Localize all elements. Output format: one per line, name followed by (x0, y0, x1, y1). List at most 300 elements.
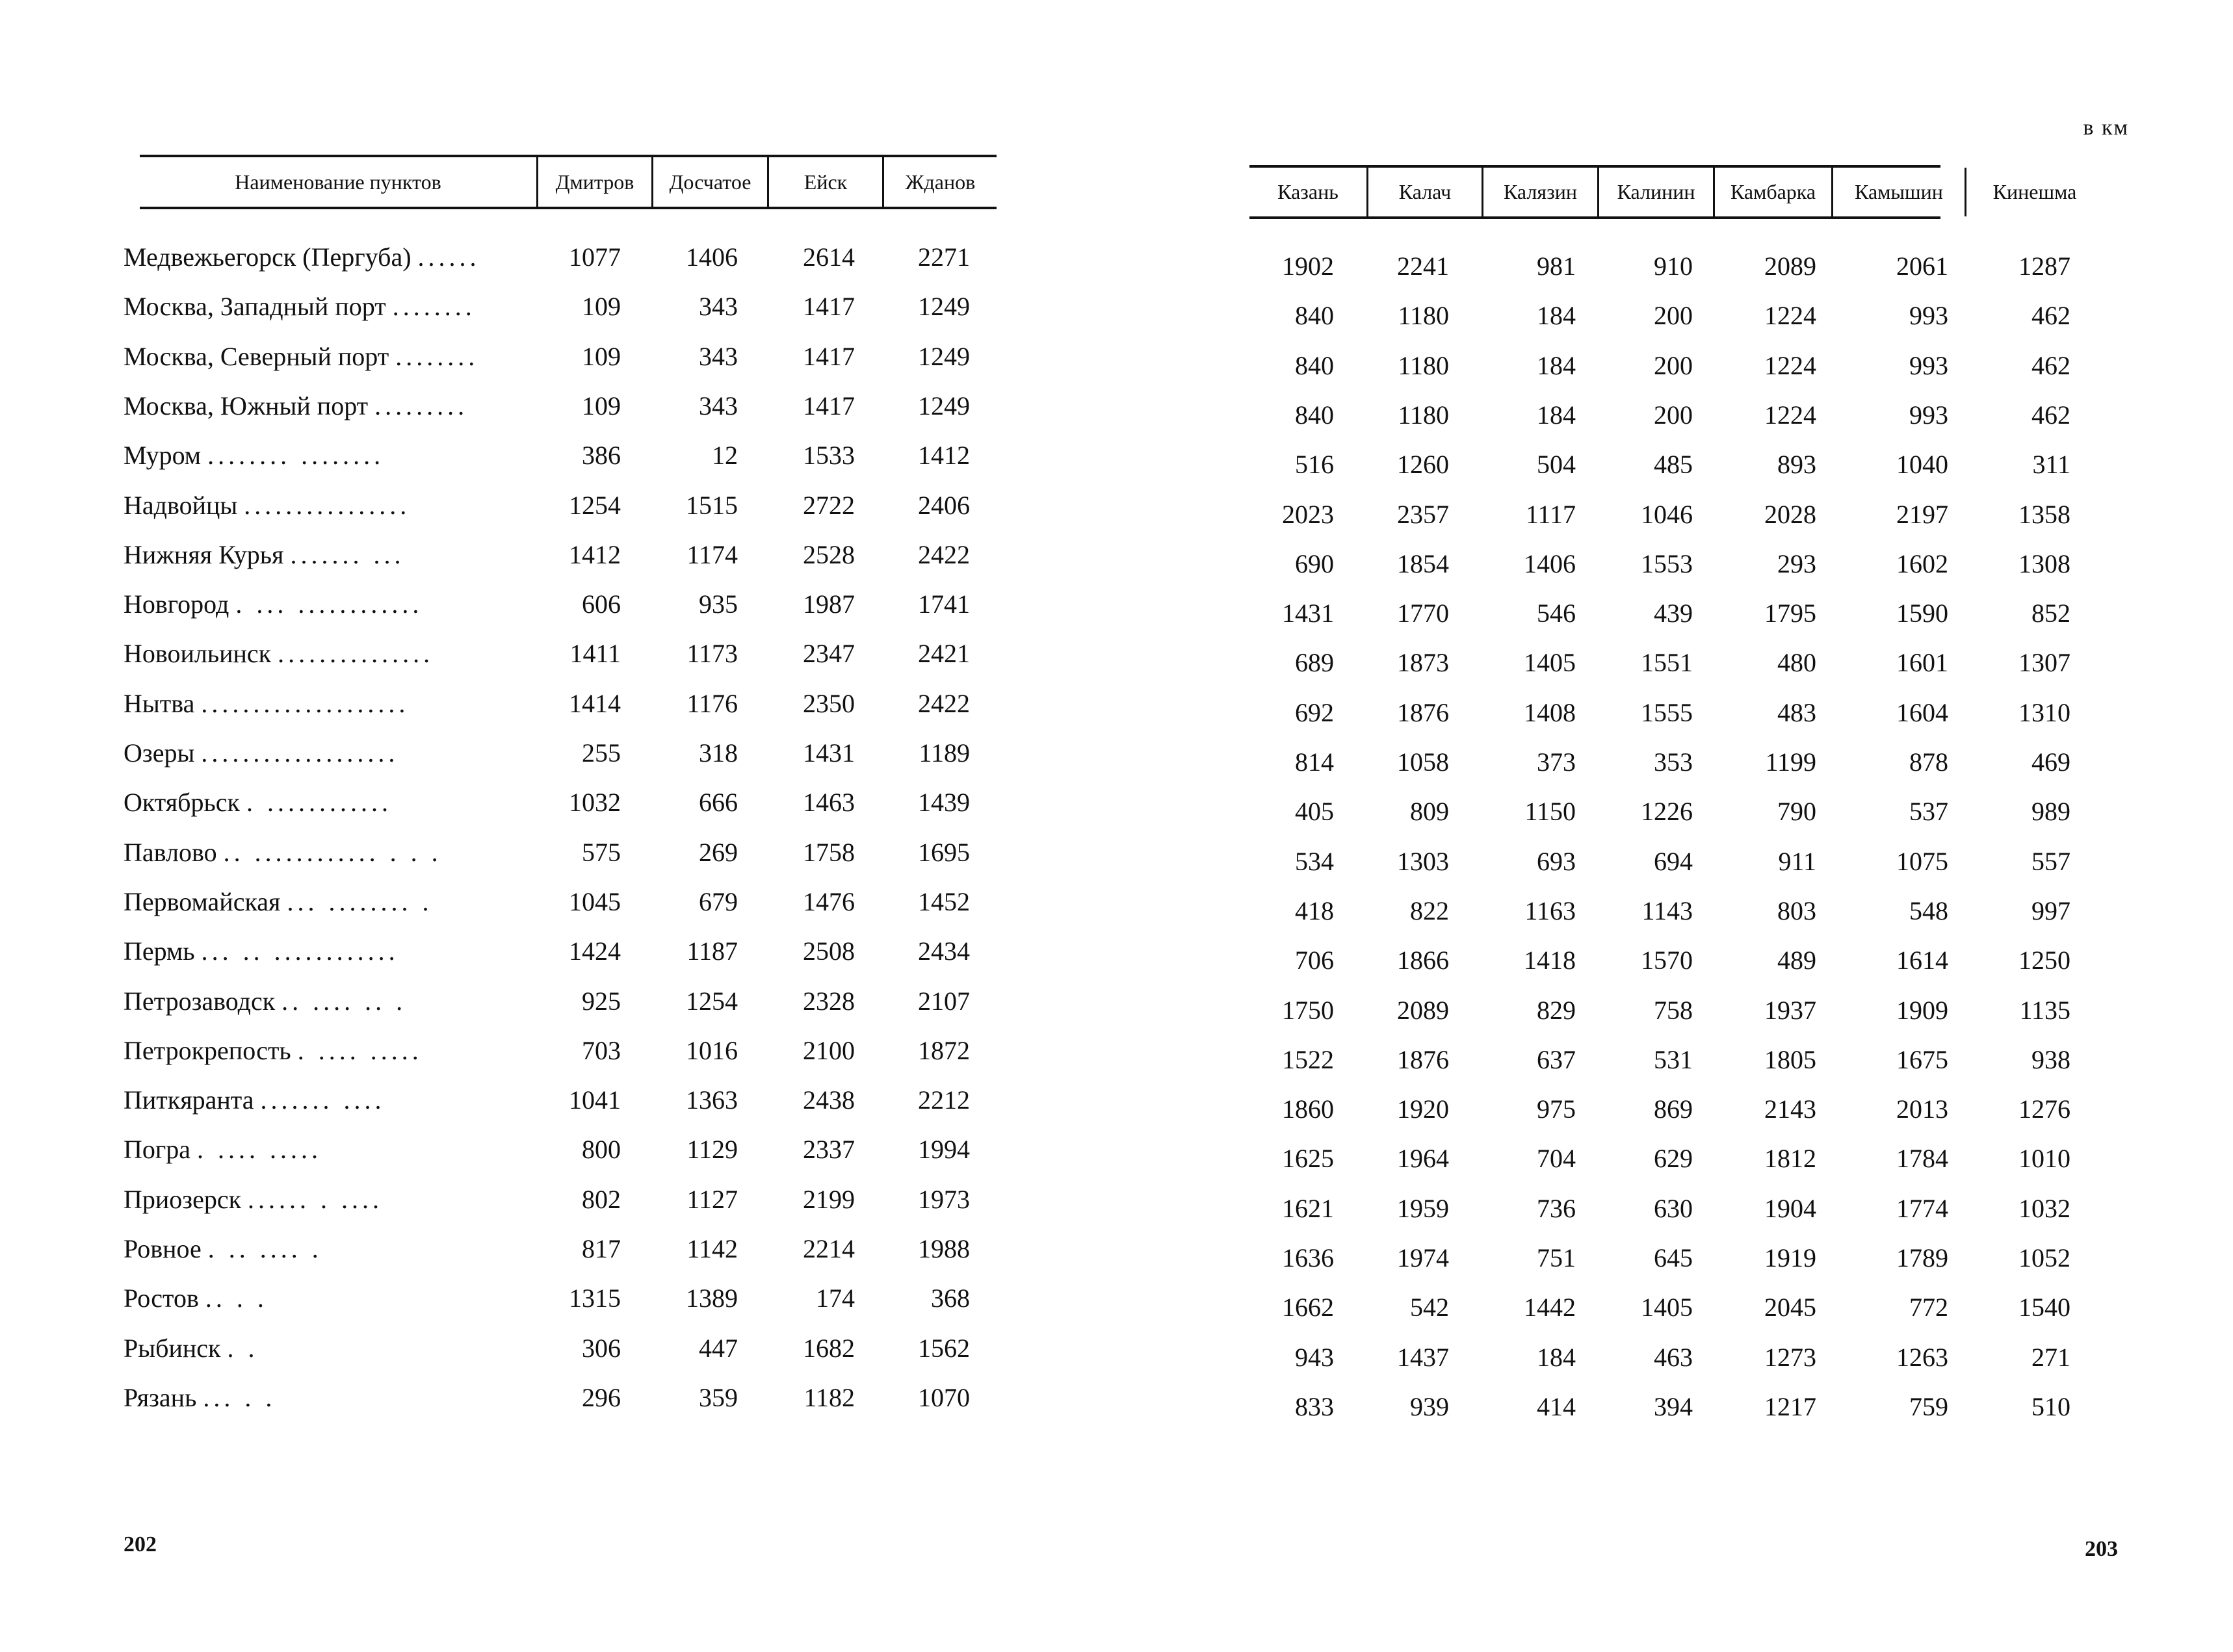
distance-cell: 2722 (803, 490, 855, 520)
distance-cell: 1180 (1398, 350, 1449, 380)
distance-cell: 869 (1654, 1094, 1693, 1124)
distance-cell: 1358 (2018, 499, 2070, 529)
distance-cell: 1973 (918, 1184, 970, 1214)
distance-cell: 1424 (569, 936, 621, 966)
distance-cell: 1964 (1397, 1144, 1449, 1174)
distance-cell: 1795 (1764, 599, 1816, 628)
table-row (124, 1184, 1001, 1233)
distance-cell: 184 (1537, 400, 1576, 430)
table-row (124, 787, 1001, 836)
distance-cell: 1406 (686, 242, 738, 272)
distance-cell: 1408 (1524, 697, 1576, 727)
distance-cell: 1662 (1282, 1293, 1334, 1323)
distance-cell: 2422 (918, 688, 970, 718)
distance-cell: 1260 (1397, 450, 1449, 480)
distance-cell: 1249 (918, 292, 970, 322)
distance-cell: 1308 (2018, 549, 2070, 578)
distance-cell: 1041 (569, 1085, 621, 1115)
distance-cell: 1303 (1397, 846, 1449, 876)
distance-cell: 637 (1537, 1044, 1576, 1074)
leader-dots: ........ (392, 292, 476, 322)
distance-cell: 1758 (803, 837, 855, 867)
distance-cell: 1784 (1896, 1144, 1948, 1174)
point-name-cell (124, 1382, 540, 1413)
distance-cell: 1182 (803, 1382, 855, 1412)
distance-cell: 679 (699, 886, 738, 916)
table-row (1116, 896, 2233, 945)
distance-cell: 1310 (2018, 697, 2070, 727)
distance-cell: 318 (699, 738, 738, 768)
point-name: Муром (124, 441, 202, 471)
distance-cell: 1431 (1282, 599, 1334, 628)
table-row (124, 1085, 1001, 1134)
distance-cell: 840 (1295, 350, 1334, 380)
table-row (1116, 1143, 2233, 1193)
distance-cell: 809 (1410, 797, 1449, 827)
leader-dots: ................ (244, 490, 411, 520)
point-name-cell (124, 391, 540, 421)
distance-cell: 772 (1909, 1293, 1948, 1323)
point-name: Ростов (124, 1284, 199, 1313)
leader-dots: . .... ..... (197, 1135, 322, 1165)
distance-cell: 1463 (803, 788, 855, 818)
distance-cell: 629 (1654, 1144, 1693, 1174)
point-name: Надвойцы (124, 490, 238, 520)
point-name-cell (124, 837, 540, 868)
leader-dots: ................... (201, 738, 399, 768)
distance-cell: 447 (699, 1333, 738, 1363)
distance-cell: 1163 (1524, 896, 1576, 925)
point-name-cell (124, 886, 540, 917)
table-row (1116, 846, 2233, 896)
distance-cell: 359 (699, 1382, 738, 1412)
distance-cell: 693 (1537, 846, 1576, 876)
distance-cell: 1812 (1764, 1144, 1816, 1174)
distance-cell: 989 (2031, 797, 2070, 827)
table-row (1116, 945, 2233, 994)
table-row (124, 936, 1001, 985)
distance-cell: 1176 (686, 688, 738, 718)
distance-cell: 1741 (918, 589, 970, 619)
table-row (124, 490, 1001, 539)
distance-cell: 645 (1654, 1243, 1693, 1272)
distance-cell: 692 (1295, 697, 1334, 727)
distance-cell: 1046 (1641, 499, 1693, 529)
distance-cell: 546 (1537, 599, 1576, 628)
point-name-cell (124, 539, 540, 570)
distance-cell: 368 (931, 1284, 970, 1313)
distance-cell: 462 (2031, 301, 2070, 331)
distance-cell: 1363 (686, 1085, 738, 1115)
distance-cell: 1562 (918, 1333, 970, 1363)
distance-cell: 1873 (1397, 648, 1449, 678)
point-name: Ровное (124, 1234, 202, 1263)
distance-cell: 759 (1909, 1391, 1948, 1421)
point-name-cell (124, 291, 540, 322)
distance-cell: 516 (1295, 450, 1334, 480)
distance-cell: 1045 (569, 886, 621, 916)
distance-cell: 2061 (1896, 252, 1948, 281)
distance-cell: 1621 (1282, 1193, 1334, 1223)
distance-cell: 531 (1654, 1044, 1693, 1074)
table-row (1116, 747, 2233, 796)
distance-cell: 2197 (1896, 499, 1948, 529)
distance-cell: 993 (1909, 301, 1948, 331)
table-row (1116, 1243, 2233, 1292)
point-name-cell (124, 986, 540, 1016)
header-col-zhdanov: Жданов (882, 157, 997, 207)
leader-dots: ........ ........ (207, 441, 385, 471)
distance-cell: 353 (1654, 747, 1693, 777)
distance-cell: 1417 (803, 391, 855, 420)
distance-cell: 296 (582, 1382, 621, 1412)
header-col: Кинешма (1965, 168, 2103, 216)
distance-cell: 1412 (918, 441, 970, 471)
point-name-cell (124, 936, 540, 966)
leader-dots: .. . . (205, 1284, 268, 1313)
leader-dots: ...... . .... (248, 1184, 384, 1214)
distance-cell: 293 (1777, 549, 1816, 578)
header-col-dmitrov: Дмитров (536, 157, 651, 207)
distance-cell: 2347 (803, 639, 855, 669)
point-name: Медвежьегорск (Пергуба) (124, 242, 411, 272)
distance-cell: 790 (1777, 797, 1816, 827)
distance-cell: 489 (1777, 946, 1816, 975)
point-name-cell (124, 490, 540, 521)
point-name: Москва, Западный порт (124, 292, 386, 322)
distance-cell: 1263 (1896, 1342, 1948, 1372)
distance-cell: 840 (1295, 400, 1334, 430)
distance-cell: 1135 (2019, 995, 2070, 1025)
distance-cell: 1250 (2018, 946, 2070, 975)
table-row (124, 1283, 1001, 1332)
distance-cell: 911 (1778, 846, 1816, 876)
distance-cell: 542 (1410, 1293, 1449, 1323)
point-name: Павлово (124, 837, 217, 867)
distance-cell: 1866 (1397, 946, 1449, 975)
distance-cell: 1876 (1397, 1044, 1449, 1074)
distance-cell: 975 (1537, 1094, 1576, 1124)
distance-cell: 1774 (1896, 1193, 1948, 1223)
distance-cell: 2350 (803, 688, 855, 718)
distance-cell: 1217 (1764, 1391, 1816, 1421)
distance-cell: 981 (1537, 252, 1576, 281)
table-row (124, 886, 1001, 936)
distance-cell: 689 (1295, 648, 1334, 678)
distance-cell: 606 (582, 589, 621, 619)
table-row (124, 837, 1001, 886)
distance-cell: 1418 (1524, 946, 1576, 975)
left-page (0, 0, 1116, 1652)
distance-cell: 1224 (1764, 301, 1816, 331)
distance-cell: 1540 (2018, 1293, 2070, 1323)
point-name: Новгород (124, 589, 229, 619)
table-row (1116, 1292, 2233, 1341)
leader-dots: ....... .... (260, 1085, 385, 1115)
table-row (124, 1333, 1001, 1382)
distance-cell: 1937 (1764, 995, 1816, 1025)
distance-cell: 2045 (1764, 1293, 1816, 1323)
unit-label: в км (2083, 116, 2129, 140)
distance-cell: 1872 (918, 1035, 970, 1065)
point-name: Нижняя Курья (124, 539, 284, 569)
distance-cell: 485 (1654, 450, 1693, 480)
distance-cell: 184 (1537, 350, 1576, 380)
distance-cell: 1442 (1524, 1293, 1576, 1323)
table-row (124, 1134, 1001, 1183)
distance-cell: 109 (582, 391, 621, 420)
distance-cell: 2508 (803, 936, 855, 966)
distance-cell: 2337 (803, 1135, 855, 1165)
header-col-doschatoe: Досчатое (651, 157, 767, 207)
distance-cell: 1406 (1524, 549, 1576, 578)
point-name-cell (124, 1035, 540, 1066)
distance-cell: 1551 (1641, 648, 1693, 678)
distance-cell: 1389 (686, 1284, 738, 1313)
header-name-column: Наименование пунктов (235, 170, 441, 194)
header-col-eysk: Ейск (767, 157, 882, 207)
distance-cell: 2013 (1896, 1094, 1948, 1124)
distance-cell: 12 (712, 441, 738, 471)
table-row (124, 688, 1001, 738)
distance-cell: 1307 (2018, 648, 2070, 678)
distance-cell: 394 (1654, 1391, 1693, 1421)
distance-cell: 343 (699, 292, 738, 322)
distance-cell: 1533 (803, 441, 855, 471)
distance-cell: 1789 (1896, 1243, 1948, 1272)
table-row (1116, 598, 2233, 647)
distance-cell: 483 (1777, 697, 1816, 727)
distance-cell: 803 (1777, 896, 1816, 925)
table-row (1116, 1391, 2233, 1441)
distance-cell: 2199 (803, 1184, 855, 1214)
distance-cell: 174 (816, 1284, 855, 1313)
distance-cell: 1040 (1896, 450, 1948, 480)
distance-cell: 1636 (1282, 1243, 1334, 1272)
distance-cell: 1117 (1525, 499, 1576, 529)
table-row (124, 1382, 1001, 1432)
distance-cell: 893 (1777, 450, 1816, 480)
distance-cell: 800 (582, 1135, 621, 1165)
distance-cell: 910 (1654, 252, 1693, 281)
header-col: Камышин (1831, 168, 1965, 216)
distance-cell: 405 (1295, 797, 1334, 827)
distance-cell: 943 (1295, 1342, 1334, 1372)
point-name-cell (124, 1134, 540, 1165)
distance-cell: 462 (2031, 400, 2070, 430)
distance-cell: 993 (1909, 350, 1948, 380)
point-name-cell (124, 787, 540, 818)
distance-cell: 1553 (1641, 549, 1693, 578)
distance-cell: 480 (1777, 648, 1816, 678)
distance-cell: 575 (582, 837, 621, 867)
point-name-cell (124, 242, 540, 272)
right-page (1116, 0, 2233, 1652)
distance-cell: 1180 (1398, 400, 1449, 430)
distance-cell: 1555 (1641, 697, 1693, 727)
distance-cell: 2241 (1397, 252, 1449, 281)
distance-cell: 1920 (1397, 1094, 1449, 1124)
table-row (124, 1233, 1001, 1283)
distance-cell: 694 (1654, 846, 1693, 876)
table-row (124, 391, 1001, 440)
table-row (124, 539, 1001, 589)
distance-cell: 109 (582, 292, 621, 322)
distance-cell: 1142 (686, 1234, 738, 1263)
distance-cell: 463 (1654, 1342, 1693, 1372)
point-name-cell (124, 1184, 540, 1215)
table-row (1116, 400, 2233, 449)
point-name: Петрозаводск (124, 986, 276, 1016)
distance-cell: 630 (1654, 1193, 1693, 1223)
distance-cell: 1431 (803, 738, 855, 768)
leader-dots: ........ (395, 341, 479, 371)
table-row (1116, 697, 2233, 747)
distance-cell: 2143 (1764, 1094, 1816, 1124)
distance-cell: 2214 (803, 1234, 855, 1263)
distance-cell: 814 (1295, 747, 1334, 777)
distance-cell: 504 (1537, 450, 1576, 480)
distance-cell: 1601 (1896, 648, 1948, 678)
distance-cell: 704 (1537, 1144, 1576, 1174)
distance-cell: 1437 (1397, 1342, 1449, 1372)
distance-cell: 343 (699, 341, 738, 371)
distance-cell: 935 (699, 589, 738, 619)
distance-cell: 271 (2031, 1342, 2070, 1372)
leader-dots: . .... ..... (297, 1035, 423, 1065)
table-row (124, 291, 1001, 341)
distance-cell: 1417 (803, 341, 855, 371)
distance-cell: 1052 (2018, 1243, 2070, 1272)
page-number-right: 203 (2085, 1537, 2118, 1561)
leader-dots: ............... (278, 639, 434, 669)
table-row (124, 242, 1001, 291)
distance-cell: 1439 (918, 788, 970, 818)
leader-dots: ...... (417, 242, 480, 272)
header-col: Калач (1366, 168, 1482, 216)
distance-cell: 1276 (2018, 1094, 2070, 1124)
table-row (1116, 796, 2233, 845)
distance-cell: 462 (2031, 350, 2070, 380)
distance-cell: 373 (1537, 747, 1576, 777)
point-name: Питкяранта (124, 1085, 254, 1115)
point-name: Москва, Южный порт (124, 391, 369, 420)
distance-cell: 1625 (1282, 1144, 1334, 1174)
distance-cell: 1675 (1896, 1044, 1948, 1074)
distance-cell: 1570 (1641, 946, 1693, 975)
table-row (1116, 1044, 2233, 1094)
distance-cell: 469 (2031, 747, 2070, 777)
distance-cell: 2421 (918, 639, 970, 669)
leader-dots: .. .... .. . (281, 986, 407, 1016)
header-col: Калязин (1482, 168, 1597, 216)
right-table-header-rule (1249, 216, 1940, 219)
distance-cell: 1016 (686, 1035, 738, 1065)
distance-cell: 2328 (803, 986, 855, 1016)
distance-cell: 1174 (686, 539, 738, 569)
table-row (1116, 1193, 2233, 1243)
distance-cell: 1187 (686, 936, 738, 966)
distance-cell: 840 (1295, 301, 1334, 331)
distance-cell: 703 (582, 1035, 621, 1065)
distance-cell: 439 (1654, 599, 1693, 628)
distance-cell: 2028 (1764, 499, 1816, 529)
point-name-cell (124, 1085, 540, 1115)
table-row (124, 986, 1001, 1035)
point-name-cell (124, 688, 540, 719)
distance-cell: 1805 (1764, 1044, 1816, 1074)
distance-cell: 1476 (803, 886, 855, 916)
distance-cell: 1315 (569, 1284, 621, 1313)
leader-dots: ... ........ . (287, 886, 433, 916)
distance-cell: 690 (1295, 549, 1334, 578)
distance-cell: 2422 (918, 539, 970, 569)
distance-cell: 2089 (1397, 995, 1449, 1025)
distance-cell: 817 (582, 1234, 621, 1263)
distance-cell: 1860 (1282, 1094, 1334, 1124)
distance-cell: 414 (1537, 1391, 1576, 1421)
distance-cell: 2023 (1282, 499, 1334, 529)
point-name: Москва, Северный порт (124, 341, 389, 371)
leader-dots: ....... ... (290, 539, 405, 569)
distance-cell: 255 (582, 738, 621, 768)
distance-cell: 184 (1537, 301, 1576, 331)
table-row (124, 1035, 1001, 1085)
distance-cell: 1032 (2018, 1193, 2070, 1223)
distance-cell: 1127 (686, 1184, 738, 1214)
point-name: Озеры (124, 738, 195, 768)
distance-cell: 736 (1537, 1193, 1576, 1223)
table-row (1116, 995, 2233, 1044)
distance-cell: 993 (1909, 400, 1948, 430)
distance-cell: 1515 (686, 490, 738, 520)
distance-cell: 938 (2031, 1044, 2070, 1074)
distance-cell: 1919 (1764, 1243, 1816, 1272)
distance-cell: 758 (1654, 995, 1693, 1025)
distance-cell: 1143 (1641, 896, 1693, 925)
distance-cell: 1994 (918, 1135, 970, 1165)
distance-cell: 269 (699, 837, 738, 867)
distance-cell: 1876 (1397, 697, 1449, 727)
distance-cell: 1405 (1524, 648, 1576, 678)
distance-cell: 833 (1295, 1391, 1334, 1421)
distance-cell: 2271 (918, 242, 970, 272)
distance-cell: 1411 (569, 639, 621, 669)
leader-dots: . ... ............ (235, 589, 423, 619)
point-name-cell (124, 341, 540, 372)
leader-dots: . ............ (246, 788, 392, 818)
table-row (1116, 1342, 2233, 1391)
distance-cell: 2528 (803, 539, 855, 569)
point-name: Первомайская (124, 886, 281, 916)
distance-cell: 1129 (686, 1135, 738, 1165)
distance-cell: 1254 (569, 490, 621, 520)
distance-cell: 1959 (1397, 1193, 1449, 1223)
distance-cell: 939 (1410, 1391, 1449, 1421)
distance-cell: 1058 (1397, 747, 1449, 777)
header-col: Казань (1277, 180, 1338, 203)
point-name-cell (124, 638, 540, 669)
distance-cell: 2614 (803, 242, 855, 272)
distance-cell: 829 (1537, 995, 1576, 1025)
distance-cell: 1902 (1282, 252, 1334, 281)
distance-cell: 200 (1654, 400, 1693, 430)
leader-dots: .. ............ . . . (223, 837, 442, 867)
distance-cell: 1604 (1896, 697, 1948, 727)
distance-cell: 1770 (1397, 599, 1449, 628)
distance-cell: 1522 (1282, 1044, 1334, 1074)
leader-dots: ......... (374, 391, 469, 420)
